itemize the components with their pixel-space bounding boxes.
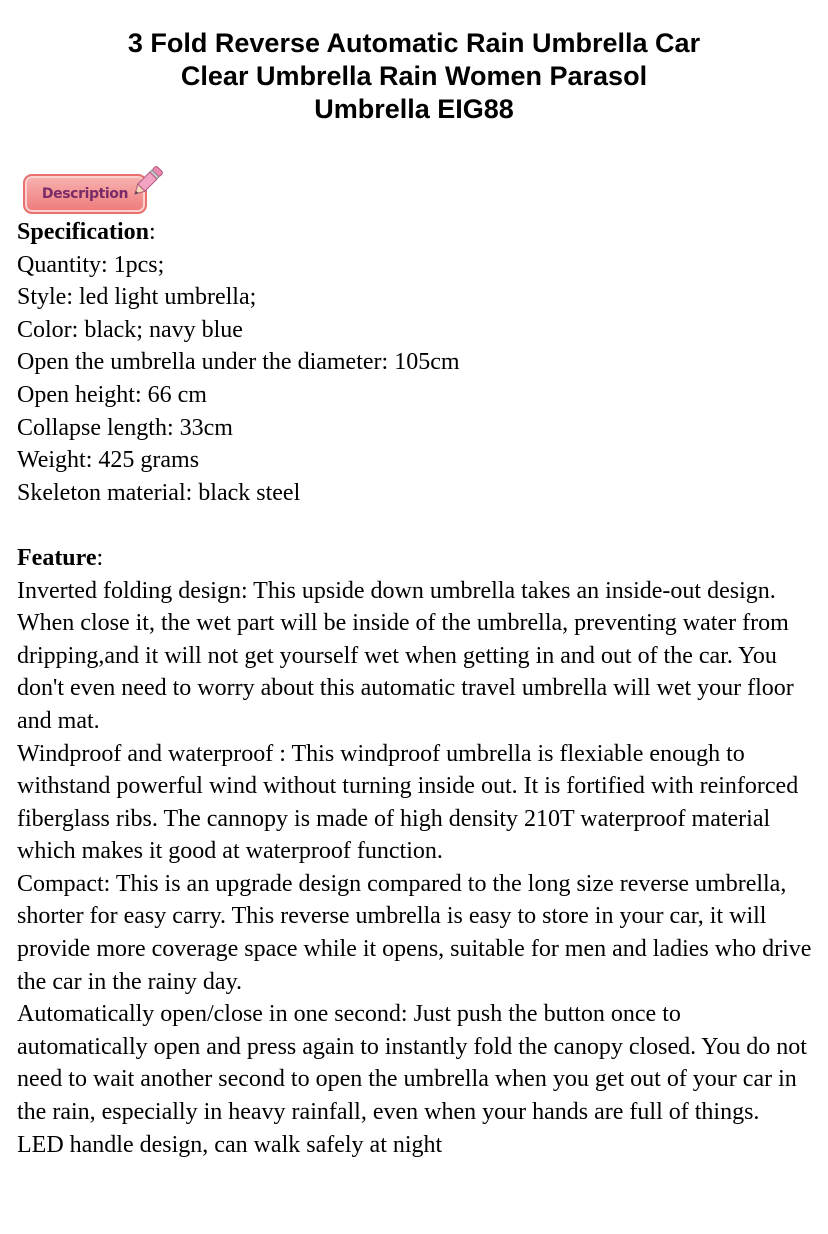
spec-item: Collapse length: 33cm bbox=[17, 414, 233, 441]
spec-item: Open height: 66 cm bbox=[17, 381, 207, 408]
feature-paragraph: Windproof and waterproof : This windproof umbrella is flexiable enough to withstand powerful wind without turning inside out. It is fortified with reinforced fiberglass ribs. The cannopy is made of high density 210T waterproof material which makes it good at waterproof function. bbox=[17, 740, 799, 865]
feature-heading-line: Feature: bbox=[17, 544, 104, 571]
description-body bbox=[0, 216, 828, 1161]
title-line-2: Clear Umbrella Rain Women Parasol bbox=[180, 61, 648, 91]
spec-item: Quantity: 1pcs; bbox=[17, 251, 165, 278]
spec-item: Style: led light umbrella; bbox=[17, 284, 257, 311]
feature-paragraph: Automatically open/close in one second: Just push the button once to automatically open and press again to instantly fold the canopy closed. You do not need to wait another second to open the umbrella when you get out of your car in the rain, especially in heavy rainfall, even when your hands are full of things. bbox=[17, 1001, 807, 1126]
spec-item: Skeleton material: black steel bbox=[17, 479, 301, 506]
feature-paragraph: LED handle design, can walk safely at night bbox=[17, 1131, 443, 1158]
spec-item: Weight: 425 grams bbox=[17, 447, 200, 474]
spec-item: Color: black; navy blue bbox=[17, 316, 243, 343]
pencil-icon bbox=[127, 162, 167, 202]
title-line-1: 3 Fold Reverse Automatic Rain Umbrella Car bbox=[127, 28, 701, 58]
spec-item: Open the umbrella under the diameter: 105cm bbox=[17, 349, 460, 376]
description-badge bbox=[19, 162, 164, 220]
feature-heading: Feature bbox=[17, 544, 97, 571]
specification-heading-line: Specification: bbox=[17, 219, 156, 245]
page-title bbox=[0, 0, 828, 126]
section-spacer bbox=[17, 509, 812, 542]
description-badge-label: Description bbox=[23, 174, 147, 214]
feature-paragraph: Inverted folding design: This upside down umbrella takes an inside-out design. When close it, the wet part will be inside of the umbrella, preventing water from dripping,and it will not get yourself wet when getting in and out of the car. You don't even need to worry about this automatic travel umbrella will wet your floor and mat. bbox=[17, 577, 794, 734]
title-line-3: Umbrella EIG88 bbox=[314, 94, 514, 124]
specification-heading: Specification bbox=[17, 219, 149, 245]
feature-paragraph: Compact: This is an upgrade design compared to the long size reverse umbrella, shorter for easy carry. This reverse umbrella is easy to store in your car, it will provide more coverage space while it opens, suitable for men and ladies who drive the car in the rainy day. bbox=[17, 870, 812, 995]
